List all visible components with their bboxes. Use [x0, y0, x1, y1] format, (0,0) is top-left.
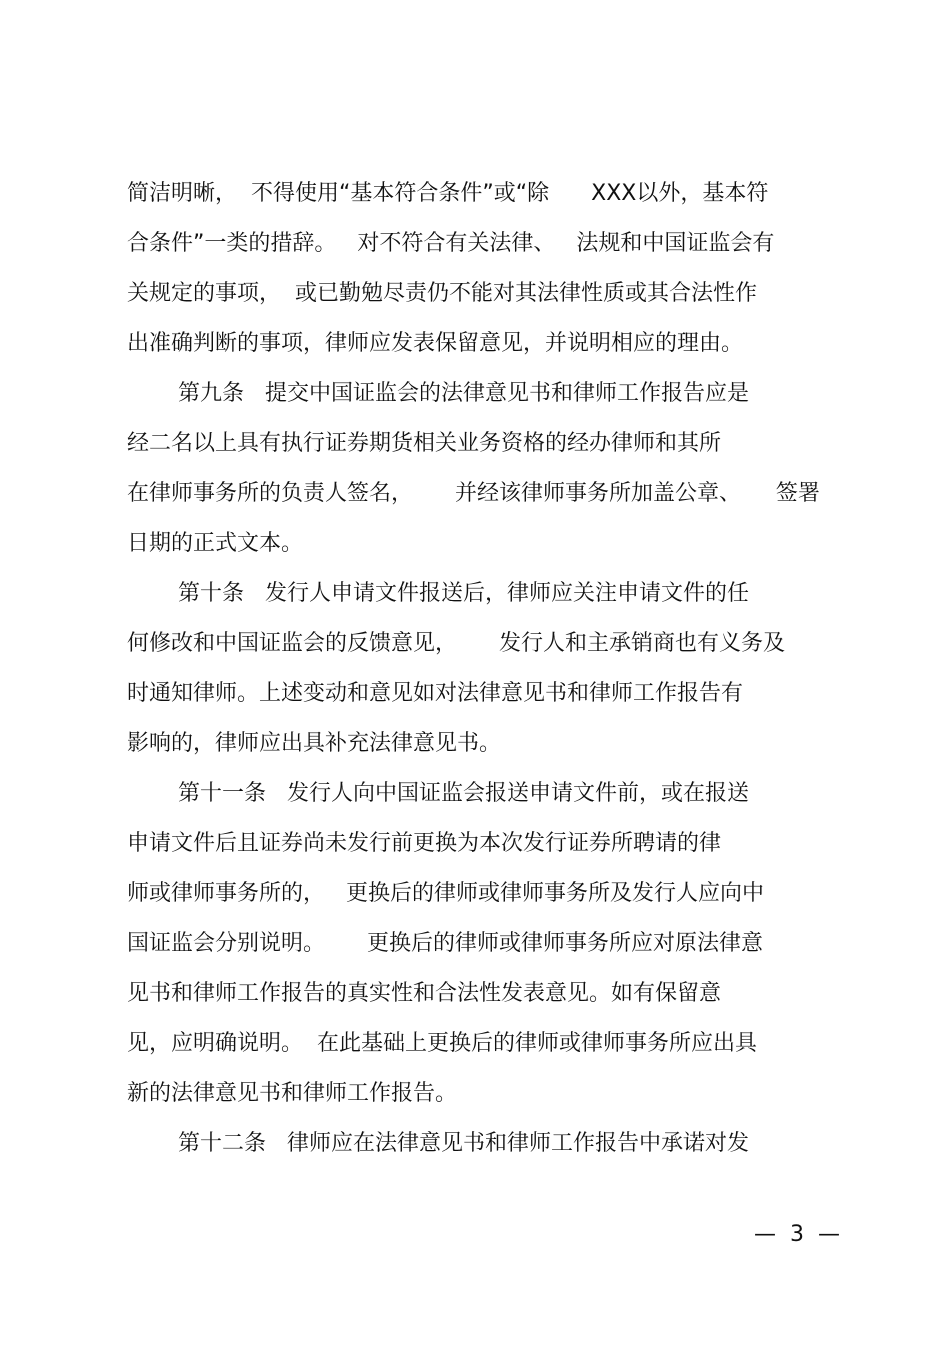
text-line: 国证监会分别说明。 更换后的律师或律师事务所应对原法律意 — [127, 931, 763, 956]
text-line: 见书和律师工作报告的真实性和合法性发表意见。如有保留意 — [127, 981, 722, 1006]
text-line: 合条件”一类的措辞。 对不符合有关法律、 法规和中国证监会有 — [127, 231, 775, 256]
text-line: 关规定的事项， 或已勤勉尽责仍不能对其法律性质或其合法性作 — [127, 281, 757, 306]
text-line: 何修改和中国证监会的反馈意见， 发行人和主承销商也有义务及 — [127, 631, 785, 656]
text-line: 时通知律师。上述变动和意见如对法律意见书和律师工作报告有 — [127, 681, 744, 706]
text-line: 在律师事务所的负责人签名， 并经该律师事务所加盖公章、 签署 — [127, 481, 820, 506]
article-12-heading-line: 第十二条 律师应在法律意见书和律师工作报告中承诺对发 — [178, 1131, 749, 1156]
article-10-heading-line: 第十条 发行人申请文件报送后，律师应关注申请文件的任 — [178, 581, 749, 606]
text-line: 新的法律意见书和律师工作报告。 — [127, 1081, 458, 1106]
text-line: 经二名以上具有执行证券期货相关业务资格的经办律师和其所 — [127, 431, 722, 456]
text-line: 见，应明确说明。 在此基础上更换后的律师或律师事务所应出具 — [127, 1031, 757, 1056]
page-number: — 3 — — [754, 1222, 840, 1247]
text-line: 影响的，律师应出具补充法律意见书。 — [127, 731, 502, 756]
article-11-heading-line: 第十一条 发行人向中国证监会报送申请文件前，或在报送 — [178, 781, 749, 806]
article-9-heading-line: 第九条 提交中国证监会的法律意见书和律师工作报告应是 — [178, 381, 749, 406]
text-line: 简洁明晰， 不得使用“基本符合条件”或“除 XXX以外，基本符 — [127, 181, 769, 206]
text-line: 师或律师事务所的， 更换后的律师或律师事务所及发行人应向中 — [127, 881, 764, 906]
text-line: 日期的正式文本。 — [127, 531, 304, 556]
text-line: 出准确判断的事项，律师应发表保留意见，并说明相应的理由。 — [127, 331, 744, 356]
text-line: 申请文件后且证券尚未发行前更换为本次发行证券所聘请的律 — [127, 831, 722, 856]
